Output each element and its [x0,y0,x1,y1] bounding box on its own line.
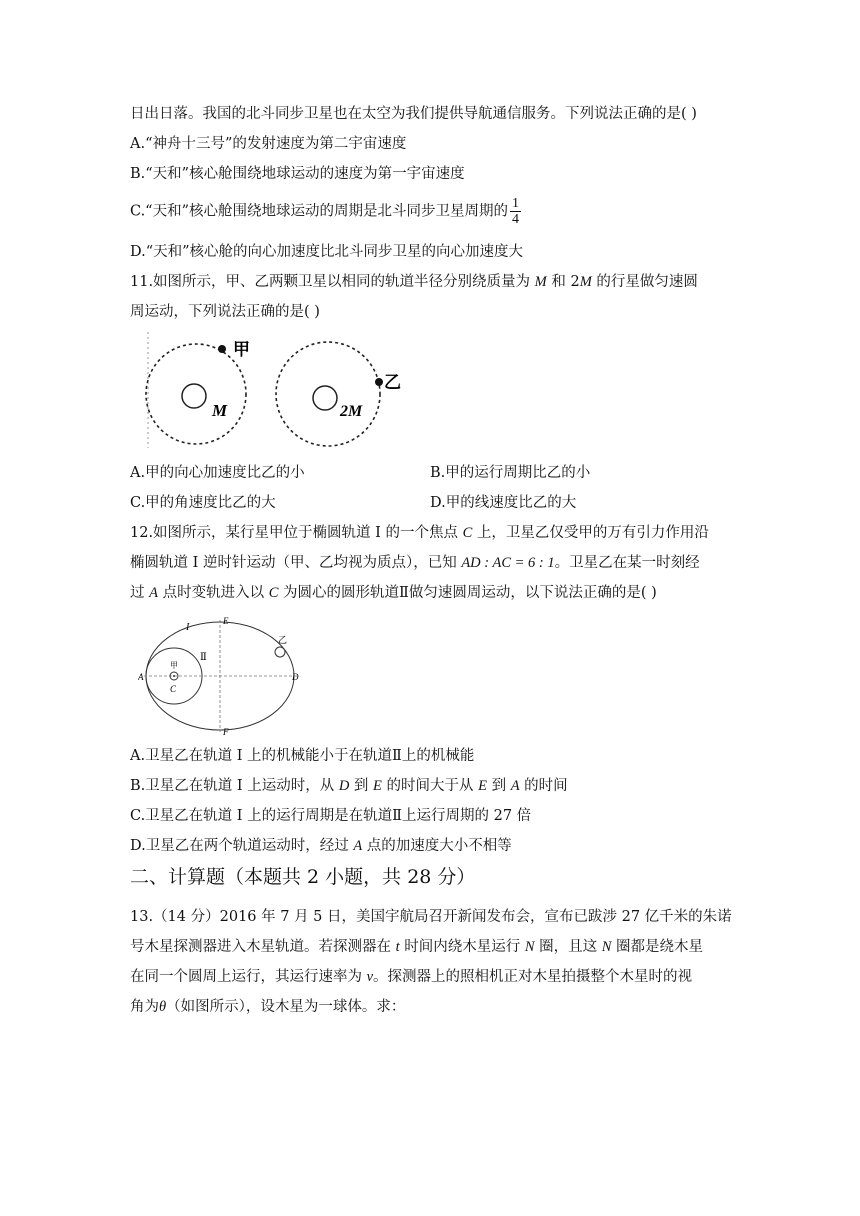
label-e: E [223,616,229,626]
q11-stem-line2: 周运动，下列说法正确的是( ) [130,304,320,320]
q11-option-c: C.甲的角速度比乙的大 [130,495,276,511]
label-jia: 甲 [233,340,250,359]
q11-option-d: D.甲的线速度比乙的大 [430,495,577,511]
label-d: D [292,672,299,682]
q12-option-b: B.卫星乙在轨道 I 上运动时，从 D 到 E 的时间大于从 E 到 A 的时间 [130,778,568,794]
q13-stem-line3: 在同一个圆周上运行，其运行速率为 v。探测器上的照相机正对木星拍摄整个木星时的视 [130,969,693,985]
q12-option-d: D.卫星乙在两个轨道运动时，经过 A 点的加速度大小不相等 [130,838,512,854]
fraction-one-quarter: $\frac{1}{4}$ [512,196,520,227]
section-heading-calculation: 二、计算题（本题共 2 小题，共 28 分） [130,866,476,888]
q12-figure-ellipse-orbit [138,614,310,738]
planet-2m [313,386,337,410]
q12-option-a: A.卫星乙在轨道 I 上的机械能小于在轨道Ⅱ上的机械能 [130,748,475,764]
q10-option-c: C.“天和”核心舱围绕地球运动的周期是北斗同步卫星周期的 $\frac{1}{4}$ [130,196,520,227]
satellite-yi [375,378,383,386]
label-2m: 2M [340,403,363,420]
q12-stem-line2: 椭圆轨道 I 逆时针运动（甲、乙均视为质点），已知 AD : AC = 6 : 1。卫星乙在某一时刻经 [130,555,700,571]
q13-stem-line4: 角为θ（如图所示），设木星为一球体。求： [130,999,406,1015]
label-orbit-ii: Ⅱ [200,652,207,663]
q10-option-d: D.“天和”核心舱的向心加速度比北斗同步卫星的向心加速度大 [130,244,524,260]
q13-stem-line1: 13.（14 分）2016 年 7 月 5 日，美国宇航局召开新闻发布会，宣布已跋涉 27 亿千米的朱诺 [130,909,732,925]
label-a: A [138,672,144,682]
satellite-jia [218,345,226,353]
q10-option-a: A.“神舟十三号”的发射速度为第二宇宙速度 [130,136,407,152]
q11-option-b: B.甲的运行周期比乙的小 [430,465,591,481]
q12-stem-line3: 过 A 点时变轨进入以 C 为圆心的圆形轨道Ⅱ做匀速圆周运动，以下说法正确的是( ) [130,585,657,601]
q11-stem-line1: 11.如图所示，甲、乙两颗卫星以相同的轨道半径分别绕质量为 M 和 2M 的行星做匀速圆 [130,274,698,290]
q10-stem-tail: 日出日落。我国的北斗同步卫星也在太空为我们提供导航通信服务。下列说法正确的是( ) [130,106,697,122]
label-f: F [223,727,229,737]
label-yi: 乙 [278,635,288,645]
label-m: M [212,401,228,420]
q13-stem-line2: 号木星探测器进入木星轨道。若探测器在 t 时间内绕木星运行 N 圈，且这 N 圈都是绕木星 [130,939,704,955]
q11-option-a: A.甲的向心加速度比乙的小 [130,465,305,481]
q11-figure-two-orbits [138,330,408,454]
planet-m [182,384,206,408]
label-orbit-i: I [186,622,190,633]
orbit-right [276,342,380,446]
orbit-left [146,344,246,444]
focus-c-dot [173,675,175,677]
q12-stem-line1: 12.如图所示，某行星甲位于椭圆轨道 I 的一个焦点 C 上，卫星乙仅受甲的万有引力作用沿 [130,525,709,541]
q12-option-c: C.卫星乙在轨道 I 上的运行周期是在轨道Ⅱ上运行周期的 27 倍 [130,808,532,824]
label-yi: 乙 [384,373,401,392]
q10-option-b: B.“天和”核心舱围绕地球运动的速度为第一宇宙速度 [130,166,465,182]
label-c: C [170,684,177,694]
satellite-yi-marker [275,647,285,657]
label-jia: 甲 [170,661,178,670]
